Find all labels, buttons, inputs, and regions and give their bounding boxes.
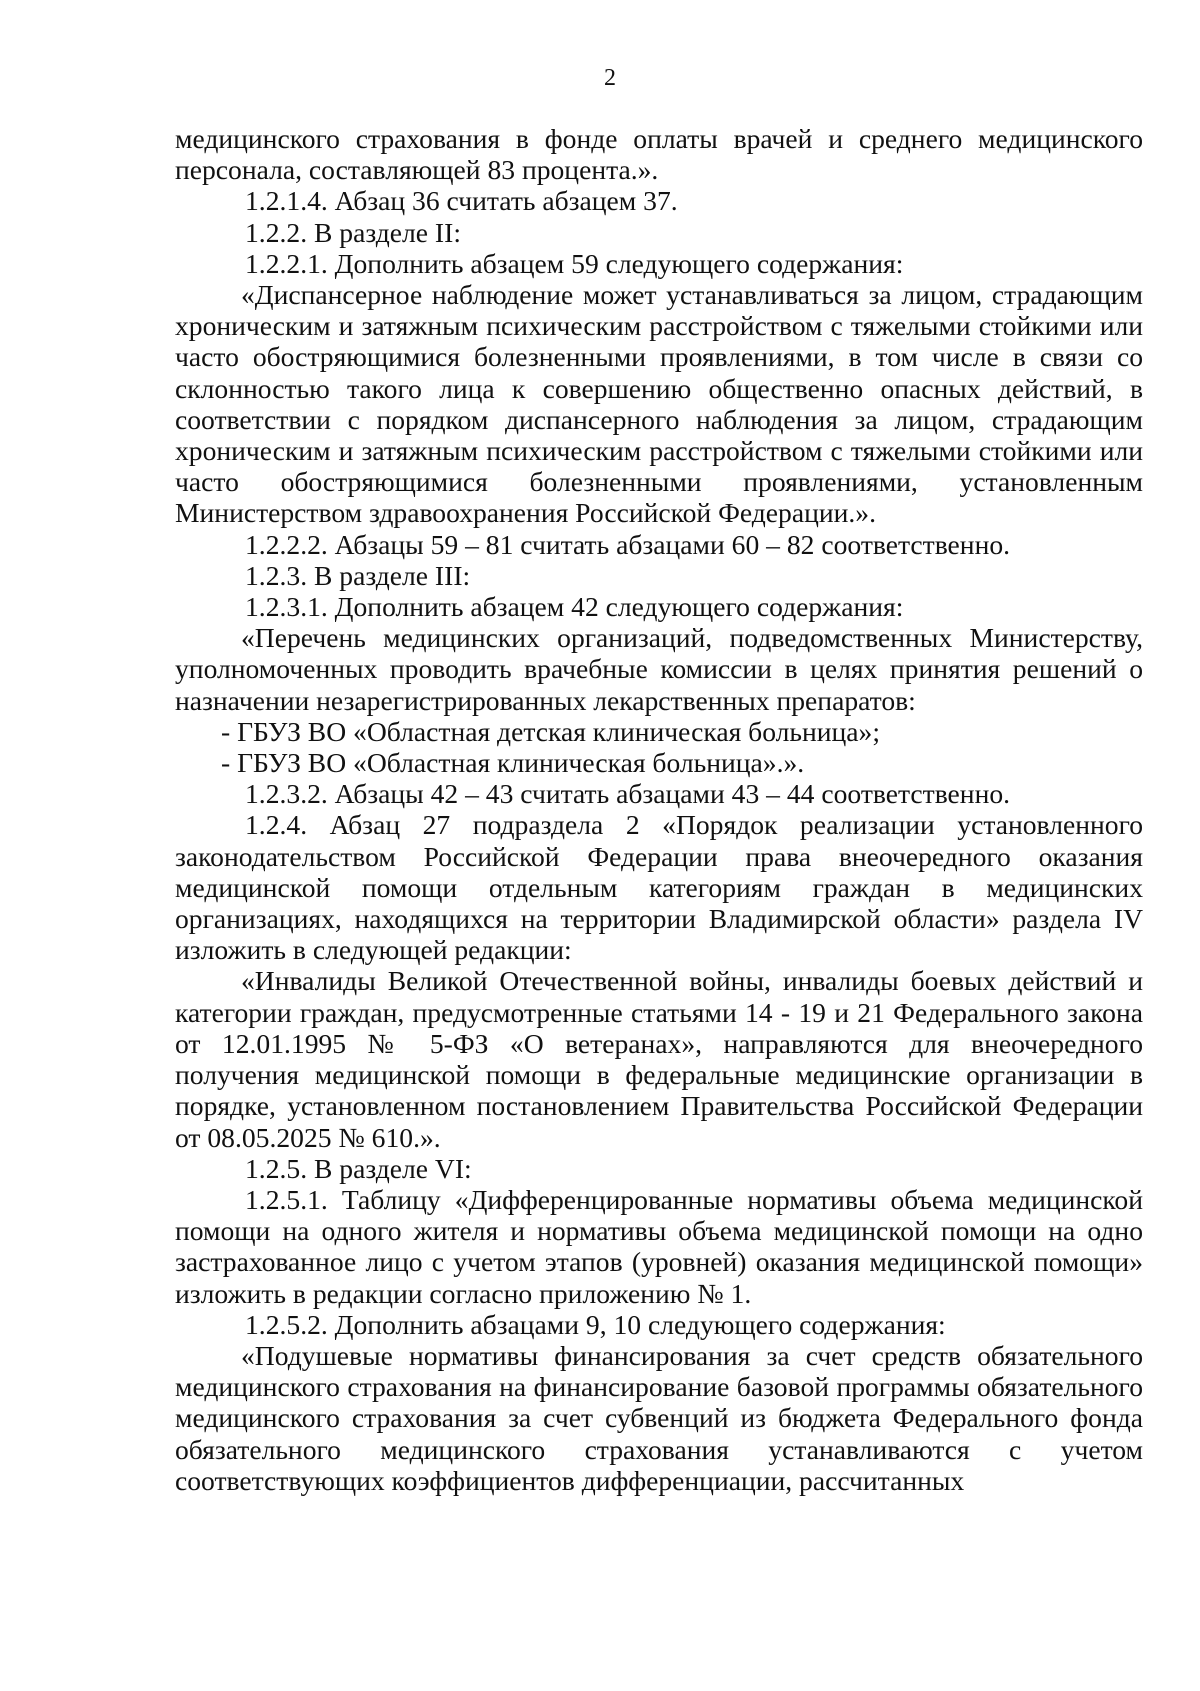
quote-organizations-list: «Перечень медицинских организаций, подведомственных Министерству, уполномоченных проводить врачебные комиссии в целях принятия решений о назначении незарегистрированных лекарственных препаратов: xyxy=(175,622,1143,716)
quote-per-capita-standards: «Подушевые нормативы финансирования за счет средств обязательного медицинского страхования на финансирование базовой программы обязательного медицинского страхования за счет субвенций из бюджета Федерального фонда обязательного медицинского страхования устанавливаются с учетом соответствующих коэффициентов дифференциации, рассчитанных xyxy=(175,1339,1143,1496)
paragraph-1-2-4: 1.2.4. Абзац 27 подраздела 2 «Порядок реализации установленного законодательством Российской Федерации права внеочередного оказания медицинской помощи отдельным категориям граждан в медицинских организациях, находящихся на территории Владимирской области» раздела IV изложить в следующей редакции: xyxy=(175,809,1143,966)
quote-war-veterans: «Инвалиды Великой Отечественной войны, инвалиды боевых действий и категории граждан, предусмотренные статьями 14 - 19 и 21 Федерального закона от 12.01.1995 № 5-ФЗ «О ветеранах», направляются для внеочередного получения медицинской помощи в федеральные медицинские организации в порядке, установленном постановлением Правительства Российской Федерации от 08.05.2025 № 610.». xyxy=(175,965,1143,1153)
paragraph-1-2-2-1: 1.2.2.1. Дополнить абзацем 59 следующего содержания: xyxy=(245,247,904,279)
paragraph-1-2-5: 1.2.5. В разделе VI: xyxy=(245,1152,472,1184)
list-item-clinical-hospital: - ГБУЗ ВО «Областная клиническая больница».». xyxy=(221,747,805,779)
paragraph-1-2-5-1: 1.2.5.1. Таблицу «Дифференцированные нормативы объема медицинской помощи на одного жителя и нормативы объема медицинской помощи на одно застрахованное лицо с учетом этапов (уровней) оказания медицинской помощи» изложить в редакции согласно приложению № 1. xyxy=(175,1183,1143,1309)
paragraph-1-2-3: 1.2.3. В разделе III: xyxy=(245,559,471,591)
paragraph-1-2-5-2: 1.2.5.2. Дополнить абзацами 9, 10 следующего содержания: xyxy=(245,1308,946,1340)
list-item-childrens-hospital: - ГБУЗ ВО «Областная детская клиническая больница»; xyxy=(221,715,881,747)
page-number: 2 xyxy=(604,65,616,91)
paragraph-1-2-3-2: 1.2.3.2. Абзацы 42 – 43 считать абзацами 43 – 44 соответственно. xyxy=(245,778,1011,810)
paragraph-1-2-2-2: 1.2.2.2. Абзацы 59 – 81 считать абзацами 60 – 82 соответственно. xyxy=(245,528,1011,560)
paragraph-1-2-2: 1.2.2. В разделе II: xyxy=(245,216,461,248)
paragraph-1-2-1-4: 1.2.1.4. Абзац 36 считать абзацем 37. xyxy=(245,185,678,217)
quote-dispensary-observation: «Диспансерное наблюдение может устанавливаться за лицом, страдающим хроническим и затяжным психическим расстройством с тяжелыми стойкими или часто обостряющимися болезненными проявлениями, в том числе в связи со склонностью такого лица к совершению общественно опасных действий, в соответствии с порядком диспансерного наблюдения за лицом, страдающим хроническим и затяжным психическим расстройством с тяжелыми стойкими или часто обостряющимися болезненными проявлениями, установленным Министерством здравоохранения Российской Федерации.». xyxy=(175,279,1143,529)
paragraph-1-2-3-1: 1.2.3.1. Дополнить абзацем 42 следующего содержания: xyxy=(245,591,904,623)
paragraph-continuation: медицинского страхования в фонде оплаты врачей и среднего медицинского персонала, составляющей 83 процента.». xyxy=(175,123,1143,186)
document-body xyxy=(175,123,1143,1496)
